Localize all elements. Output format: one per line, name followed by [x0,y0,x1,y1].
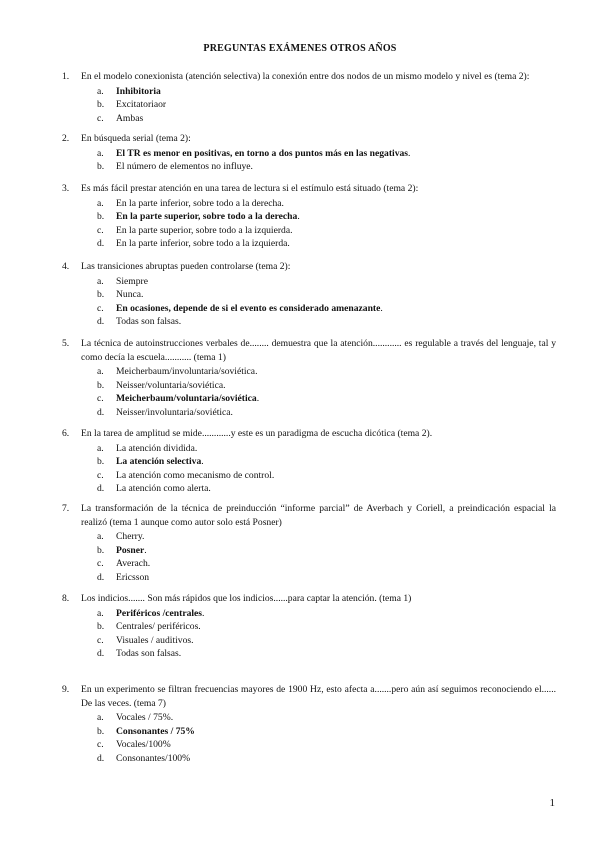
option-text [116,365,257,379]
answer-option [97,557,556,571]
answer-options [97,530,556,584]
option-text-main: Excitatoriaor [116,99,167,111]
option-text-main: En la parte superior, sobre todo a la derecha [116,211,298,223]
option-text-main: Neisser/voluntaria/soviética. [116,379,226,391]
option-letter: c. [97,469,104,481]
option-letter: a. [97,275,104,287]
option-text-main: Neisser/involuntaria/soviética. [116,406,233,418]
option-text-suffix: . [297,211,300,223]
option-letter: b. [97,211,105,223]
question-item [62,502,556,585]
option-text-main: Posner [116,544,145,556]
option-letter: d. [97,752,105,764]
option-text [116,160,253,174]
option-text [116,530,144,544]
option-text-main: Consonantes / 75% [116,725,195,737]
option-text [116,302,383,316]
document-title: PREGUNTAS EXÁMENES OTROS AÑOS [203,43,397,54]
answer-option-correct [97,210,556,224]
option-letter: a. [97,197,104,209]
option-text [116,98,166,112]
answer-options [97,711,556,765]
option-text-main: La atención dividida. [116,442,198,454]
answer-option [97,752,556,766]
option-text [116,379,226,393]
option-text [116,711,173,725]
option-text [116,275,148,289]
option-text [116,442,197,456]
option-letter: d. [97,238,105,250]
question-line [62,683,556,710]
question-item [62,337,556,420]
answer-option [97,711,556,725]
option-text-main: La atención como alerta. [116,483,211,495]
answer-option-correct [97,725,556,739]
answer-option [97,442,556,456]
answer-option [97,112,556,126]
option-text-suffix: . [408,147,411,159]
answer-option-correct [97,85,556,99]
option-text-main: Periféricos /centrales [116,607,203,619]
option-text [116,237,290,251]
option-text [116,112,143,126]
option-letter: c. [97,739,104,751]
option-letter: a. [97,607,104,619]
option-letter: d. [97,483,105,495]
option-letter: d. [97,648,105,660]
option-text [116,288,143,302]
question-line [62,427,556,441]
answer-option [97,197,556,211]
question-number: 9. [62,684,70,695]
answer-option-correct [97,544,556,558]
option-text [116,482,211,496]
option-text [116,738,171,752]
question-number: 3. [62,183,70,194]
question-item [62,70,556,125]
option-text-suffix: . [380,302,383,314]
option-text [116,197,284,211]
option-text [116,224,293,238]
answer-option [97,365,556,379]
option-text-suffix: . [144,544,147,556]
answer-option [97,160,556,174]
option-text-main: En la parte inferior, sobre todo a la derecha. [116,197,284,209]
option-text-main: Meicherbaum/involuntaria/soviética. [116,366,258,378]
option-text-main: Todas son falsas. [116,648,182,660]
option-text-main: Meicherbaum/voluntaria/soviética [116,393,257,405]
question-text: En la tarea de amplitud se mide............y este es un paradigma de escucha dicótica (tema 2). [81,428,433,439]
option-text [116,455,204,469]
question-number: 1. [62,71,70,82]
option-letter: a. [97,147,104,159]
option-letter: b. [97,379,105,391]
option-text [116,752,190,766]
answer-option-correct [97,392,556,406]
option-text [116,647,181,661]
answer-option [97,469,556,483]
answer-options [97,197,556,251]
option-text-suffix: . [202,607,205,619]
option-text-main: La atención como mecanismo de control. [116,469,275,481]
answer-option-correct [97,302,556,316]
option-text [116,571,149,585]
question-line [62,70,556,84]
question-number: 4. [62,261,70,272]
option-text-main: Siempre [116,275,148,287]
option-text-main: Centrales/ periféricos. [116,621,201,633]
answer-option [97,275,556,289]
answer-option-correct [97,607,556,621]
question-text: Es más fácil prestar atención en una tarea de lectura si el estímulo está situado (tema 2): [81,183,419,194]
option-letter: d. [97,316,105,328]
option-text-suffix: . [256,393,260,405]
answer-options [97,147,556,174]
option-letter: c. [97,112,104,124]
question-line [62,260,556,274]
answer-option-correct [97,455,556,469]
answer-option [97,406,556,420]
option-text-main: Inhibitoria [116,85,161,97]
question-text: En el modelo conexionista (atención selectiva) la conexión entre dos nodos de un mismo modelo y nivel es (tema 2): [81,71,530,82]
question-text: En búsqueda serial (tema 2): [81,133,191,144]
question-line [62,182,556,196]
question-item [62,182,556,251]
option-text [116,406,233,420]
answer-option [97,315,556,329]
option-text-main: Visuales / auditivos. [116,634,194,646]
option-text-main: Averach. [116,558,151,570]
question-text: Los indicios....... Son más rápidos que los indicios......para captar la atención. (tema 1) [81,593,412,604]
answer-option [97,571,556,585]
option-text-main: En ocasiones, depende de si el evento es considerado amenazante [116,302,381,314]
answer-options [97,365,556,419]
answer-option [97,620,556,634]
option-text-main: Cherry. [116,531,145,543]
answer-option [97,379,556,393]
option-letter: b. [97,99,105,111]
question-item [62,132,556,174]
option-text-main: Ericsson [116,571,150,583]
question-number: 8. [62,593,70,604]
answer-option [97,224,556,238]
option-letter: c. [97,302,104,314]
option-text-main: En la parte inferior, sobre todo a la izquierda. [116,238,290,250]
option-text-suffix: . [201,456,204,468]
answer-option [97,288,556,302]
option-letter: a. [97,531,104,543]
option-letter: a. [97,712,104,724]
option-text [116,725,195,739]
answer-options [97,85,556,126]
answer-options [97,275,556,329]
answer-option [97,530,556,544]
question-item [62,683,556,766]
option-letter: b. [97,725,105,737]
option-letter: b. [97,456,105,468]
question-text: La transformación de la técnica de preinducción “informe parcial” de Averbach y Coriell, a preindicación espacial la realizó (tema 1 aunque como autor solo está Posner) [81,503,556,528]
question-number: 7. [62,503,70,514]
answer-option [97,738,556,752]
option-letter: c. [97,634,104,646]
option-text [116,210,300,224]
question-text: Las transiciones abruptas pueden controlarse (tema 2): [81,261,291,272]
answer-option [97,634,556,648]
option-text [116,634,194,648]
option-text-main: El TR es menor en positivas, en torno a dos puntos más en las negativas [116,147,409,159]
answer-options [97,442,556,496]
option-letter: b. [97,161,105,173]
option-text-main: Vocales/100% [116,739,171,751]
option-letter: b. [97,621,105,633]
option-text [116,557,150,571]
question-text: En un experimento se filtran frecuencias mayores de 1900 Hz, esto afecta a.......pero aún así seguimos reconociendo el...... De las veces. (tema 7) [81,684,556,709]
option-letter: c. [97,393,104,405]
option-text-main: Consonantes/100% [116,752,191,764]
option-text-main: La atención selectiva [116,456,202,468]
option-letter: b. [97,289,105,301]
option-text [116,607,204,621]
answer-options [97,607,556,661]
question-number: 5. [62,338,70,349]
option-letter: a. [97,85,104,97]
question-line [62,502,556,529]
question-line [62,592,556,606]
question-number: 6. [62,428,70,439]
option-text-main: Vocales / 75%. [116,712,174,724]
answer-option [97,647,556,661]
question-item [62,427,556,496]
answer-option-correct [97,147,556,161]
question-number: 2. [62,133,70,144]
option-text-main: Ambas [116,112,144,124]
option-letter: d. [97,571,105,583]
question-item [62,592,556,661]
answer-option [97,237,556,251]
option-letter: c. [97,558,104,570]
option-text [116,620,201,634]
option-text [116,392,259,406]
option-text-main: Nunca. [116,289,144,301]
option-text-main: En la parte superior, sobre todo a la izquierda. [116,224,293,236]
option-text [116,469,274,483]
option-letter: a. [97,442,104,454]
question-text: La técnica de autoinstrucciones verbales de........ demuestra que la atención............ es regulable a través del lenguaje, tal y como decía la escuela........... (tema 1) [81,338,556,363]
question-line [62,337,556,364]
answer-option [97,98,556,112]
option-letter: b. [97,544,105,556]
option-text-main: El número de elementos no influye. [116,161,253,173]
option-letter: a. [97,366,104,378]
option-text [116,147,410,161]
option-text-main: Todas son falsas. [116,316,182,328]
question-item [62,260,556,329]
option-letter: d. [97,406,105,418]
option-letter: c. [97,224,104,236]
question-line [62,132,556,146]
page-number: 1 [549,797,555,809]
option-text [116,544,147,558]
option-text [116,85,161,99]
option-text [116,315,181,329]
answer-option [97,482,556,496]
